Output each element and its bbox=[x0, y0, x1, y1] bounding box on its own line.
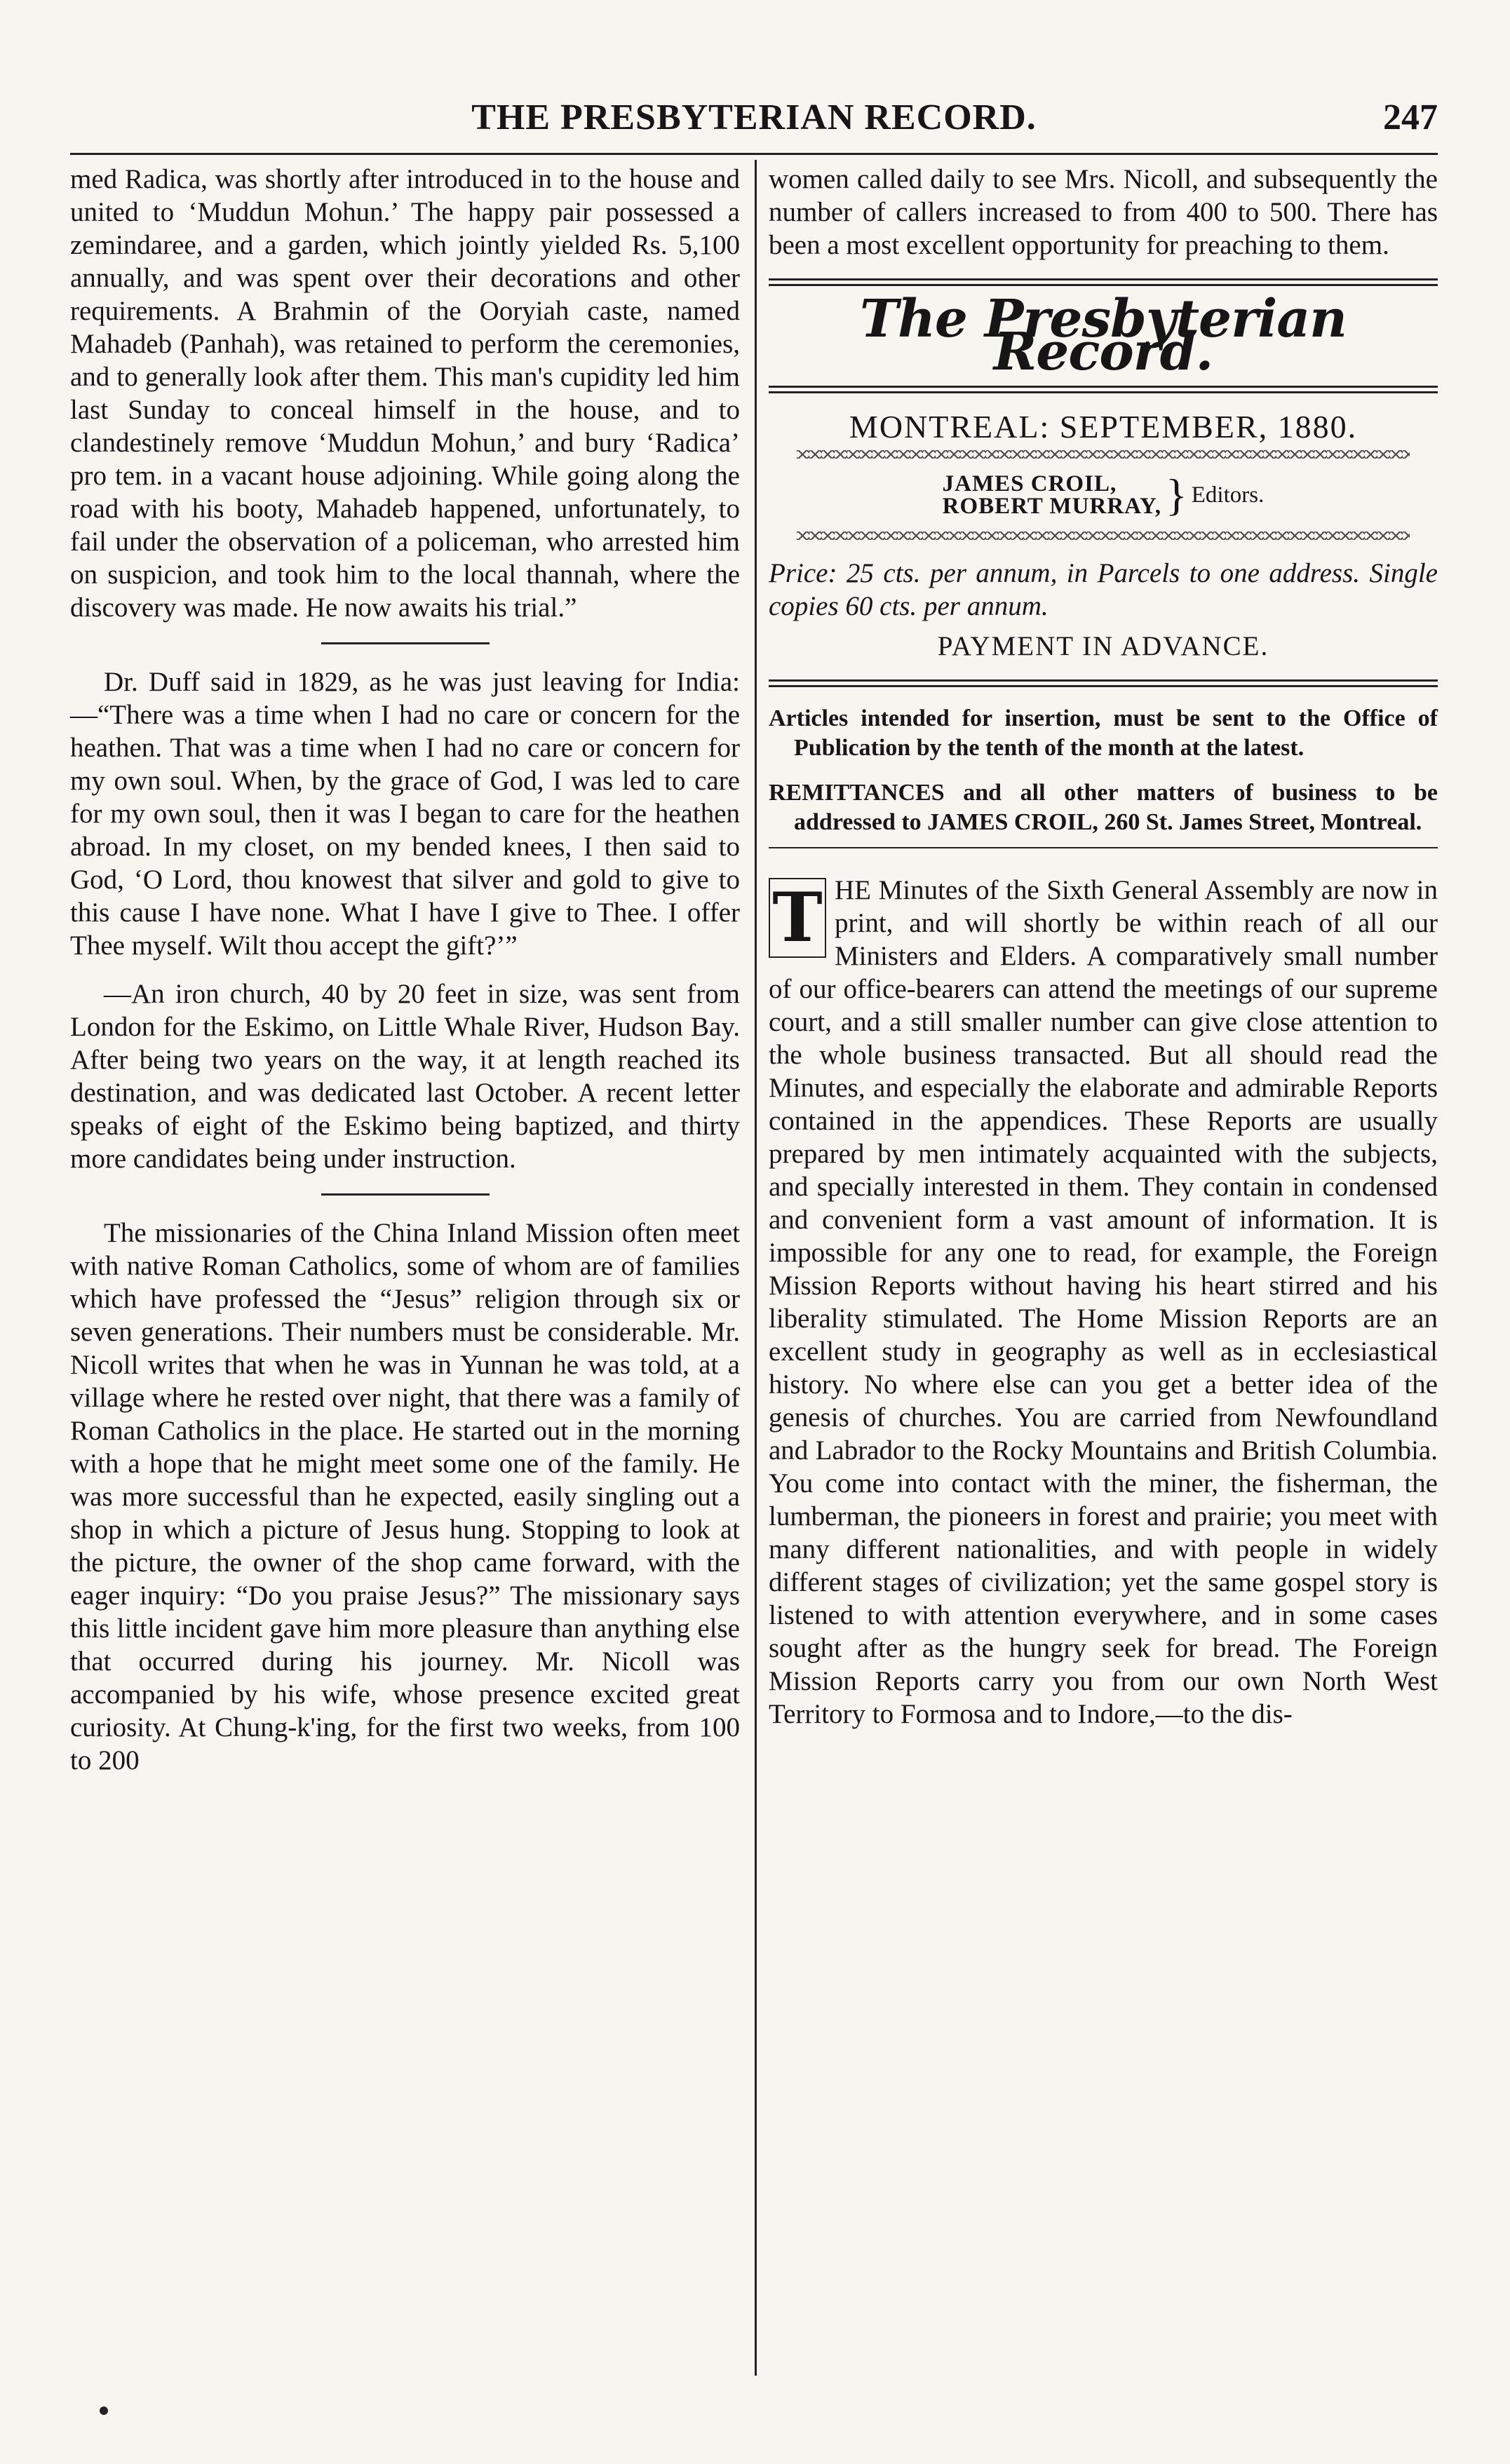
section-divider bbox=[321, 1193, 490, 1196]
editors-block bbox=[769, 470, 1438, 520]
wavy-rule bbox=[797, 532, 1410, 540]
brace-glyph: } bbox=[1166, 470, 1187, 520]
radica-paragraph: med Radica, was shortly after introduced in to the house and united to ‘Muddun Mohun.’ The happy pair possessed a zemindaree, and a garden, which jointly yielded Rs. 5,100 annually, and was spent over their decorations and other requirements. A Brahmin of the Ooryiah caste, named Mahadeb (Panhah), was retained to perform the ceremonies, and to generally look after them. This man's cupidity led him last Sunday to conceal himself in the house, and to clandestinely remove ‘Muddun Mohun,’ and bury ‘Radica’ pro tem. in a vacant house adjoining. While going along the road with his booty, Mahadeb happened, unfortunately, to fail under the observation of a policeman, who arrested him on suspicion, and took him to the local thannah, where the discovery was made. He now awaits his trial.” bbox=[70, 164, 740, 623]
wavy-rule bbox=[797, 450, 1410, 459]
section-divider bbox=[321, 642, 490, 644]
publication-title: THE PRESBYTERIAN RECORD. bbox=[471, 97, 1037, 137]
articles-notice: Articles intended for insertion, must be sent to the Office of Publication by the tenth of the month at the latest. bbox=[769, 705, 1438, 761]
nicoll-continuation: women called daily to see Mrs. Nicoll, and subsequently the number of callers increased to from 400 to 500. There has been a most excellent opportunity for preaching to them. bbox=[769, 164, 1438, 260]
payment-notice: PAYMENT IN ADVANCE. bbox=[937, 631, 1269, 661]
masthead-title: The Presbyterian Record. bbox=[860, 289, 1347, 382]
iron-church-paragraph: —An iron church, 40 by 20 feet in size, was sent from London for the Eskimo, on Little Whale River, Hudson Bay. After being two years on the way, it at length reached its destination, and was dedicated last October. A recent letter speaks of eight of the Eskimo being baptized, and thirty more candidates being under instruction. bbox=[70, 979, 740, 1174]
price-notice: Price: 25 cts. per annum, in Parcels to one address. Single copies 60 cts. per annum. bbox=[769, 558, 1438, 621]
bullet-mark bbox=[100, 2407, 108, 2415]
section-divider bbox=[769, 847, 1438, 848]
minutes-paragraph: HE Minutes of the Sixth General Assembly are now in print, and will shortly be within reach of all our Ministers and Elders. A comparatively small number of our office-bearers can attend the meetings of our supreme court, and a still smaller number can give close attention to the whole business transacted. But all should read the Minutes, and especially the elaborate and admirable Reports contained in the appendices. These Reports are usually prepared by men intimately acquainted with the subjects, and specially interested in them. They contain in condensed and convenient form a vast amount of information. It is impossible for any one to read, for example, the Foreign Mission Reports without having his heart stirred and his liberality stimulated. The Home Mission Reports are an excellent study in geography as well as in ecclesiastical history. No where else can you get a better idea of the genesis of churches. You are carried from Newfoundland and Labrador to the Rocky Mountains and British Columbia. You come into contact with the miner, the fisherman, the lumberman, the pioneers in forest and prairie; you meet with many different nationalities, and with people in widely different stages of civilization; yet the same gospel story is listened to with attention everywhere, and in some cases sought after as the hungry seek for bread. The Foreign Mission Reports carry you from our own North West Territory to Formosa and to Indore,—to the dis- bbox=[769, 875, 1438, 1729]
duff-paragraph: Dr. Duff said in 1829, as he was just leaving for India:—“There was a time when I had no care or concern for the heathen. That was a time when I had no care or concern for my own soul. When, by the grace of God, I was led to care for my own soul, then it was I began to care for the heathen abroad. In my closet, on my bended knees, I then said to God, ‘O Lord, thou knowest that silver and gold to give to this cause I have none. What I have I give to Thee. I offer Thee myself. Wilt thou accept the gift?’” bbox=[70, 667, 740, 961]
column-divider bbox=[755, 160, 757, 2376]
minutes-article bbox=[769, 874, 1438, 1731]
right-column bbox=[769, 163, 1438, 1731]
editor-name: JAMES CROIL, bbox=[942, 471, 1117, 496]
page-number: 247 bbox=[1383, 97, 1438, 137]
dateline: MONTREAL: SEPTEMBER, 1880. bbox=[849, 409, 1358, 445]
left-column bbox=[70, 163, 740, 1777]
masthead-rule-bottom bbox=[769, 386, 1438, 393]
drop-cap: T bbox=[769, 878, 826, 958]
china-mission-paragraph: The missionaries of the China Inland Mission often meet with native Roman Catholics, some of whom are of families which have professed the “Jesus” religion through six or seven generations. Their numbers must be considerable. Mr. Nicoll writes that when he was in Yunnan he was told, at a village where he rested over night, that there was a family of Roman Catholics in the place. He started out in the morning with a hope that he might meet some one of the family. He was more successful than he expected, easily singling out a shop in which a picture of Jesus hung. Stopping to look at the picture, the owner of the shop came forward, with the eager inquiry: “Do you praise Jesus?” The missionary says this little incident gave him more pleasure than anything else that occurred during his journey. Mr. Nicoll was accompanied by his wife, whose presence excited great curiosity. At Chung-k'ing, for the first two weeks, from 100 to 200 bbox=[70, 1218, 740, 1775]
running-header bbox=[70, 91, 1438, 147]
editor-name: ROBERT MURRAY, bbox=[942, 494, 1162, 519]
remittances-notice: REMITTANCES and all other matters of business to be addressed to JAMES CROIL, 260 St. James Street, Montreal. bbox=[769, 780, 1438, 835]
masthead-rule-top bbox=[769, 278, 1438, 286]
notice-rule bbox=[769, 679, 1438, 687]
editors-label: Editors. bbox=[1191, 482, 1265, 508]
header-rule bbox=[70, 153, 1438, 155]
